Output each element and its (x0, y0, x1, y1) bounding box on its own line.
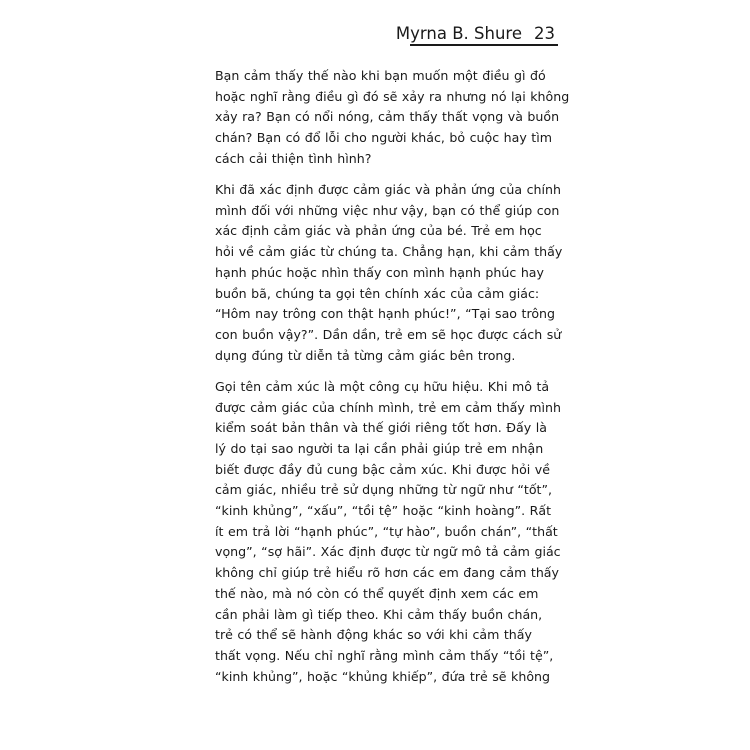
text-line: chán? Bạn có đổ lỗi cho người khác, bỏ cuộc hay tìm (215, 130, 552, 146)
text-line: cảm giác, nhiều trẻ sử dụng những từ ngữ như “tốt”, (215, 482, 553, 498)
text-line: “kinh khủng”, “xấu”, “tồi tệ” hoặc “kinh hoàng”. Rất (215, 503, 552, 519)
page-number: 23 (534, 24, 555, 43)
text-line: được cảm giác của chính mình, trẻ em cảm thấy mình (215, 399, 562, 415)
body-text (215, 66, 570, 698)
text-line: Khi đã xác định được cảm giác và phản ứng của chính (215, 182, 561, 198)
paragraph-2 (215, 180, 563, 366)
text-line: xảy ra? Bạn có nổi nóng, cảm thấy thất vọng và buồn (215, 109, 560, 125)
text-line: thất vọng. Nếu chỉ nghĩ rằng mình cảm thấy “tồi tệ”, (215, 647, 554, 663)
header-rule (410, 44, 558, 46)
text-line: con buồn vậy?”. Dần dần, trẻ em sẽ học được cách sử (215, 326, 562, 342)
text-line: hỏi về cảm giác từ chúng ta. Chẳng hạn, khi cảm thấy (215, 244, 563, 260)
paragraph-3 (215, 377, 562, 688)
text-line: mình đối với những việc như vậy, bạn có thể giúp con (215, 202, 560, 218)
text-line: trẻ có thể sẽ hành động khác so với khi cảm thấy (215, 627, 532, 643)
text-line: “kinh khủng”, hoặc “khủng khiếp”, đứa trẻ sẽ không (215, 668, 551, 684)
text-line: biết được đầy đủ cung bậc cảm xúc. Khi được hỏi về (215, 461, 550, 477)
text-line: dụng đúng từ diễn tả từng cảm giác bên trong. (215, 347, 516, 363)
text-line: Bạn cảm thấy thế nào khi bạn muốn một điều gì đó (215, 68, 546, 83)
text-line: xác định cảm giác và phản ứng của bé. Trẻ em học (215, 223, 542, 239)
header-author: Myrna B. Shure (395, 24, 522, 43)
text-line: thế nào, mà nó còn có thể quyết định xem các em (215, 585, 539, 601)
text-line: cần phải làm gì tiếp theo. Khi cảm thấy buồn chán, (215, 606, 543, 622)
text-line: kiểm soát bản thân và thế giới riêng tốt hơn. Đấy là (215, 420, 547, 436)
text-line: hoặc nghĩ rằng điều gì đó sẽ xảy ra nhưng nó lại không (215, 88, 570, 104)
text-line: “Hôm nay trông con thật hạnh phúc!”, “Tại sao trông (215, 306, 556, 322)
text-line: ít em trả lời “hạnh phúc”, “tự hào”, buồn chán”, “thất (215, 523, 558, 539)
text-line: không chỉ giúp trẻ hiểu rõ hơn các em đang cảm thấy (215, 565, 559, 581)
text-line: cách cải thiện tình hình? (215, 150, 372, 166)
text-line: Gọi tên cảm xúc là một công cụ hữu hiệu. Khi mô tả (215, 378, 550, 394)
paragraph-1 (215, 66, 570, 170)
text-line: lý do tại sao người ta lại cần phải giúp trẻ em nhận (215, 440, 544, 456)
text-line: hạnh phúc hoặc nhìn thấy con mình hạnh phúc hay (215, 264, 544, 280)
text-line: buồn bã, chúng ta gọi tên chính xác của cảm giác: (215, 285, 540, 301)
running-header (396, 24, 555, 43)
text-line: vọng”, “sợ hãi”. Xác định được từ ngữ mô tả cảm giác (215, 544, 561, 560)
